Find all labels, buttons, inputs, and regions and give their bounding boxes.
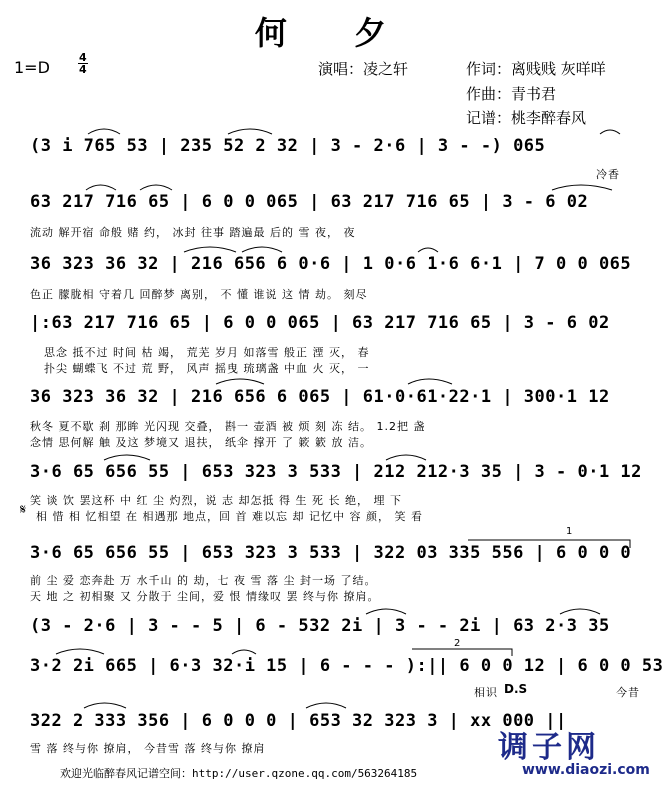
lyric-row-10: 雪 落 终与你 撩肩， 今昔雪 落 终与你 撩肩: [30, 742, 266, 755]
time-signature: [78, 52, 88, 75]
footer-url: 欢迎光临醉春风记谱空间：http://user.qzone.qq.com/563264185: [60, 767, 418, 780]
slur: [88, 129, 120, 134]
slur: [560, 609, 600, 614]
score-row-5: 36 323 36 32 | 216 656 6 065 | 61·0·61·22·1 | 300·1 12: [30, 387, 610, 407]
slur: [552, 185, 612, 190]
slur: [228, 129, 272, 134]
lyric-row-9: 相识: [474, 686, 498, 699]
slur: [242, 247, 282, 252]
score-row-7: 3·6 65 656 55 | 653 323 3 533 | 322 03 335 556 | 6 0 0 0: [30, 543, 632, 563]
song-title: 何 夕: [254, 14, 415, 52]
slur: [184, 247, 236, 252]
watermark-site: www.diaozi.com: [522, 762, 650, 778]
key-signature: 1=D: [14, 58, 50, 77]
watermark-logo: 调子网: [498, 730, 600, 765]
slur: [86, 185, 116, 190]
dal-segno-mark: D.S: [504, 682, 528, 696]
lyric-row-3: 色正 朦胧相 守着几 回醉梦 离别， 不 懂 谁说 这 情 劫。 刻尽: [30, 288, 368, 301]
lyric-row-6a: 笑 谈 饮 罢这杯 中 红 尘 灼烈，说 志 却怎抵 得 生 死 长 绝， 埋 下: [30, 494, 402, 507]
slur: [600, 130, 620, 134]
segno-sign: 𝄋: [20, 502, 27, 518]
score-row-2: 63 217 716 65 | 6 0 0 065 | 63 217 716 65 | 3 - 6 02: [30, 192, 589, 212]
lyric-row-4a: 思念 抵不过 时间 枯 竭， 荒芜 岁月 如落雪 般正 湮 灭， 春: [44, 346, 370, 359]
volta-1-label: 1: [566, 526, 573, 537]
time-top: 4: [79, 51, 87, 64]
score-row-8: (3 - 2·6 | 3 - - 5 | 6 - 532 2i | 3 - - 2i | 63 2·3 35: [30, 616, 610, 636]
transcriber-credit: 记谱：桃李醉春风: [466, 109, 587, 127]
score-row-3: 36 323 36 32 | 216 656 6 0·6 | 1 0·6 1·6 6·1 | 7 0 0 065: [30, 254, 632, 274]
lyricist-credit: 作词：离贱贱 灰咩咩: [466, 60, 606, 78]
lyric-row-5b: 念情 思何解 触 及这 梦境又 退扶， 纸伞 撑开 了 簌 簌 放 洁。: [30, 436, 372, 449]
score-row-4: |:63 217 716 65 | 6 0 0 065 | 63 217 716 65 | 3 - 6 02: [30, 313, 610, 333]
slur: [366, 609, 406, 614]
slur: [232, 650, 256, 654]
singer-credit: 演唱：凌之轩: [318, 60, 409, 78]
lyric-row-1: 冷香: [596, 168, 620, 181]
slur: [386, 455, 426, 460]
slur: [104, 455, 150, 460]
score-row-1: (3 i 765 53 | 235 52 2 32 | 3 - 2·6 | 3 - -) 065: [30, 136, 546, 156]
slur: [408, 379, 452, 384]
score-row-6: 3·6 65 656 55 | 653 323 3 533 | 212 212·3 35 | 3 - 0·1 12: [30, 462, 642, 482]
volta-2-label: 2: [454, 638, 461, 649]
score-row-10: 322 2 333 356 | 6 0 0 0 | 653 32 323 3 | xx 000 ||: [30, 711, 567, 731]
slur: [84, 703, 126, 708]
score-row-9: 3·2 2i 665 | 6·3 32·i 15 | 6 - - - ):|| 6 0 0 12 | 6 0 0 53: [30, 656, 664, 676]
slur: [56, 649, 104, 654]
lyric-row-7a: 前 尘 爱 恋奔赴 万 水千山 的 劫，七 夜 雪 落 尘 封一场 了结。: [30, 574, 377, 587]
slur: [418, 248, 438, 252]
slur: [216, 379, 264, 384]
time-bottom: 4: [79, 63, 87, 76]
lyric-row-9-end: 今昔: [616, 686, 640, 699]
volta-bracket-2: [412, 649, 512, 656]
lyric-row-6b: 相 惜 相 忆相望 在 相遇那 地点，回 首 难以忘 却 记忆中 容 颜， 笑 看: [36, 510, 423, 523]
lyric-row-7b: 天 地 之 初相聚 又 分散于 尘间，爱 恨 情缘叹 罢 终与你 撩肩。: [30, 590, 380, 603]
composer-credit: 作曲：青书君: [466, 85, 557, 103]
lyric-row-4b: 扑尖 蝴蝶飞 不过 荒 野， 风声 摇曳 琉璃盏 中血 火 灭， 一: [44, 362, 370, 375]
slur: [306, 703, 346, 708]
lyric-row-2: 流动 解开宿 命般 赌 约， 冰封 往事 踏遍最 后的 雪 夜， 夜: [30, 226, 356, 239]
slur: [140, 185, 172, 190]
lyric-row-5a: 秋冬 夏不歇 刹 那眸 光闪现 交叠， 斟一 壶酒 被 烦 刻 冻 结。 1.2把 盏: [30, 420, 426, 433]
